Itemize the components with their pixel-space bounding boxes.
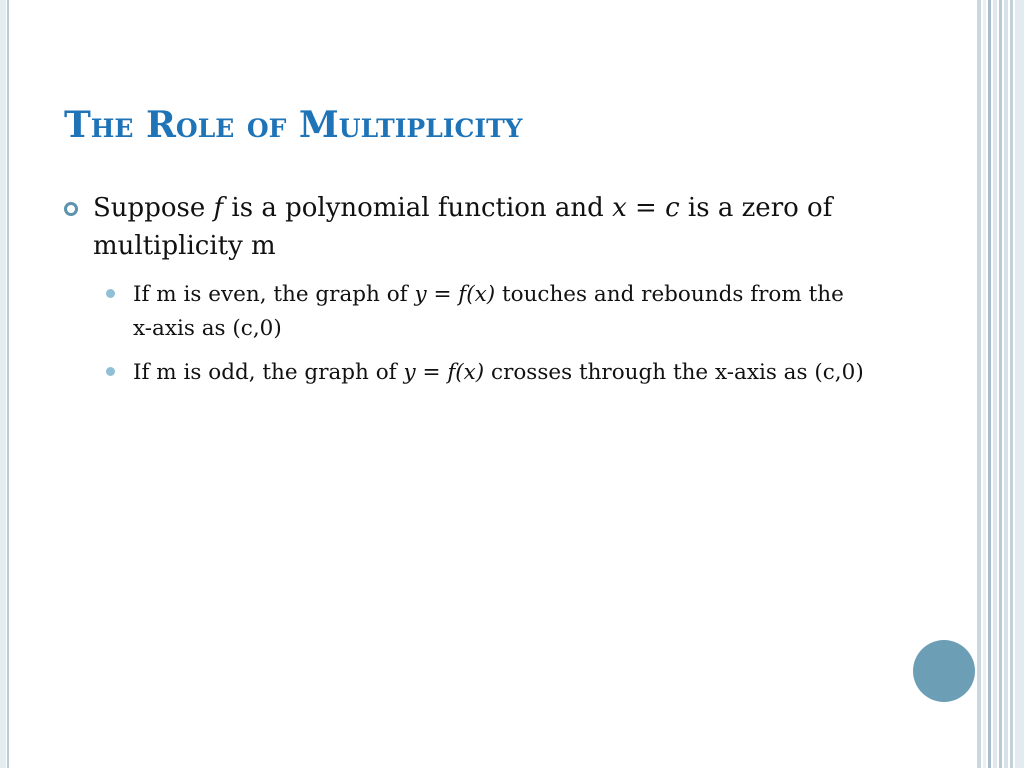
math-operator: = (626, 193, 666, 223)
left-border-line (0, 0, 6, 768)
text-run: If m is even, the graph of (133, 282, 415, 307)
math-expression: f(x) (458, 282, 496, 307)
slide-title: The Role of Multiplicity (64, 104, 523, 146)
text-run: touches and rebounds from the x-axis as (c,0) (133, 282, 844, 341)
right-border-stripe (993, 0, 997, 768)
right-border-stripe (988, 0, 991, 768)
sub-bullet-text (133, 356, 866, 390)
math-operator: = (415, 360, 448, 385)
text-run: If m is odd, the graph of (133, 360, 404, 385)
sub-bullet-item (106, 278, 866, 346)
left-border-line-accent (7, 0, 9, 768)
text-run: is a zero of multiplicity m (93, 193, 833, 261)
right-border-stripe (1004, 0, 1008, 768)
math-operator: = (426, 282, 459, 307)
sub-bullet-text (133, 278, 866, 346)
right-border-stripe (1015, 0, 1024, 768)
math-variable: f (213, 193, 224, 223)
right-border-stripe (977, 0, 981, 768)
circle-decoration (913, 640, 975, 702)
right-border-stripe (983, 0, 986, 768)
dot-bullet-icon (106, 289, 115, 298)
bullet-item (64, 189, 884, 265)
ring-bullet-icon (64, 202, 78, 216)
math-variable: y (403, 360, 416, 385)
text-run: is a polynomial function and (223, 193, 613, 223)
math-variable: c (665, 193, 680, 223)
sub-bullet-item (106, 356, 866, 390)
math-variable: x (612, 193, 627, 223)
text-run: Suppose (93, 193, 214, 223)
text-run: crosses through the x-axis as (c,0) (484, 360, 864, 385)
bullet-text (93, 189, 884, 265)
right-border-stripe (1010, 0, 1013, 768)
math-variable: y (414, 282, 427, 307)
math-expression: f(x) (447, 360, 485, 385)
right-border-stripe (999, 0, 1002, 768)
dot-bullet-icon (106, 367, 115, 376)
